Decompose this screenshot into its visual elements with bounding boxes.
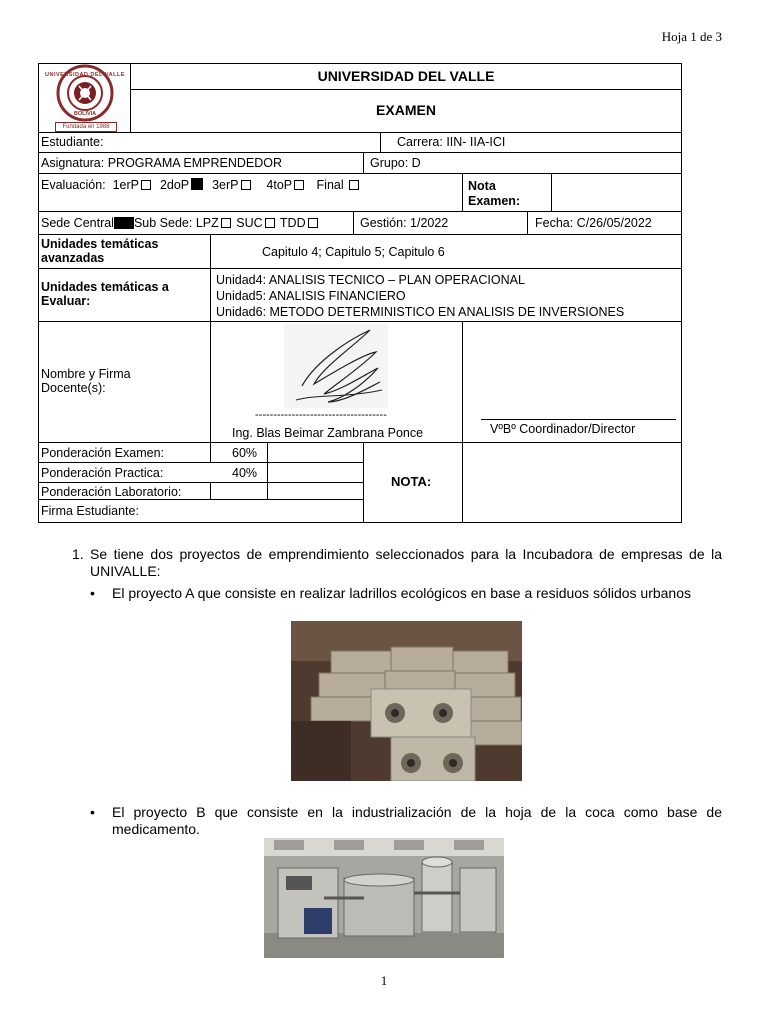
coordinador-label: VºBº Coordinador/Director <box>490 422 636 436</box>
question-number: 1. <box>72 546 84 562</box>
carrera-field: Carrera: IIN- IIA-ICI <box>397 135 506 149</box>
lpz-checkbox[interactable] <box>221 218 231 228</box>
signature-image <box>284 324 388 408</box>
logo-founded: Fundada en 1988 <box>55 122 117 132</box>
bullet-a-text: • El proyecto A que consiste en realizar ladrillos ecológicos en base a residuos sólidos urbanos <box>112 585 722 602</box>
eval-4top-checkbox[interactable] <box>294 180 304 190</box>
page-header: Hoja 1 de 3 <box>661 29 722 44</box>
evaluacion-label: Evaluación: <box>41 178 106 192</box>
question-text: Se tiene dos proyectos de emprendimiento seleccionados para la Incubadora de empresas de la UNIVALLE: <box>90 546 722 579</box>
eval-final-checkbox[interactable] <box>349 180 359 190</box>
tdd-label: TDD <box>279 216 306 230</box>
eval-4top-label: 4toP <box>266 178 293 192</box>
unidades-avanzadas-label: Unidades temáticas avanzadas <box>41 237 159 265</box>
eval-2dop-checkbox[interactable] <box>191 178 203 190</box>
pond-practica-value: 40% <box>232 466 258 480</box>
pond-practica-label: Ponderación Practica: <box>41 466 164 480</box>
eval-3erp-checkbox[interactable] <box>241 180 251 190</box>
suc-checkbox[interactable] <box>265 218 275 228</box>
eval-2dop-label: 2doP <box>159 178 190 192</box>
firma-estudiante-label: Firma Estudiante: <box>41 504 139 518</box>
unidad5: Unidad5: ANALISIS FINANCIERO <box>216 289 406 303</box>
factory-photo <box>264 838 504 958</box>
bricks-photo <box>291 621 522 781</box>
unidad4: Unidad4: ANALISIS TECNICO – PLAN OPERACIONAL <box>216 273 525 287</box>
eval-final-label: Final <box>316 178 344 192</box>
nombre-firma-label: Nombre y Firma Docente(s): <box>41 367 131 395</box>
exam-title: EXAMEN <box>376 102 436 118</box>
pond-lab-label: Ponderación Laboratorio: <box>41 485 182 499</box>
sub-sede-label: Sub Sede: <box>133 216 193 230</box>
nota-label: NOTA: <box>391 474 432 489</box>
nota-examen-label: Nota Examen: <box>468 179 521 208</box>
pond-examen-label: Ponderación Examen: <box>41 446 164 460</box>
university-title: UNIVERSIDAD DEL VALLE <box>317 68 495 84</box>
gestion-field: Gestión: 1/2022 <box>360 216 449 230</box>
lpz-label: LPZ <box>195 216 219 230</box>
bullet-b-text: • El proyecto B que consiste en la industrialización de la hoja de la coca como base de medicamento. <box>112 804 722 838</box>
eval-1erp-checkbox[interactable] <box>141 180 151 190</box>
page-number: 1 <box>380 973 388 988</box>
signature-dashes: ------------------------------------ <box>255 409 387 421</box>
pond-examen-value: 60% <box>232 446 258 460</box>
unidades-evaluar-label: Unidades temáticas a Evaluar: <box>41 280 169 308</box>
sede-row <box>41 216 320 230</box>
sede-central-label: Sede Central <box>41 216 114 230</box>
grupo-field: Grupo: D <box>370 156 421 170</box>
eval-3erp-label: 3erP <box>212 178 239 192</box>
sede-central-checkbox[interactable] <box>114 217 134 229</box>
eval-1erp-label: 1erP <box>112 178 139 192</box>
unidades-avanzadas-value: Capitulo 4; Capitulo 5; Capitulo 6 <box>262 245 445 259</box>
unidad6: Unidad6: METODO DETERMINISTICO EN ANALISIS DE INVERSIONES <box>216 305 625 319</box>
university-logo <box>45 64 125 132</box>
evaluacion-row <box>41 178 361 192</box>
docente-name: Ing. Blas Beimar Zambrana Ponce <box>232 426 424 440</box>
logo-text-bottom: BOLIVIA <box>73 111 97 117</box>
logo-text-top: UNIVERSIDAD DEL VALLE <box>45 72 125 78</box>
suc-label: SUC <box>236 216 263 230</box>
fecha-field: Fecha: C/26/05/2022 <box>535 216 652 230</box>
asignatura-field: Asignatura: PROGRAMA EMPRENDEDOR <box>41 156 283 170</box>
tdd-checkbox[interactable] <box>308 218 318 228</box>
estudiante-label: Estudiante: <box>41 135 104 149</box>
